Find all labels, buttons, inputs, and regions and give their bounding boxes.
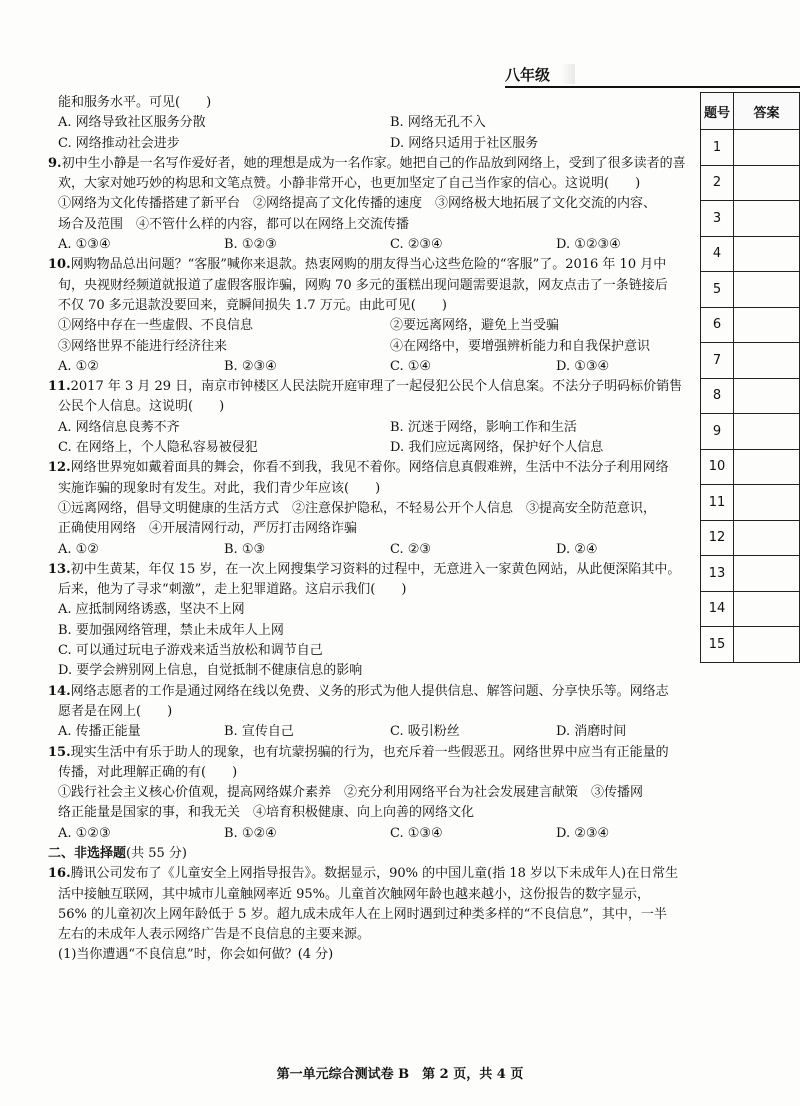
q12-number: 12. bbox=[48, 460, 71, 476]
answer-sheet-col-number: 题号 bbox=[701, 93, 734, 130]
q16-stem-line4: 左右的未成年人表示网络广告是不良信息的主要来源。 bbox=[58, 927, 371, 943]
answer-sheet-question-number: 4 bbox=[701, 236, 734, 272]
answer-sheet-answer-cell[interactable] bbox=[734, 165, 800, 201]
answer-sheet-row bbox=[701, 343, 800, 379]
q14-stem-line1 bbox=[48, 682, 698, 702]
answer-sheet-row bbox=[701, 165, 800, 201]
q9-options bbox=[58, 235, 698, 255]
q9-stem-line2: 欢，大家对她巧妙的构思和文笔点赞。小静非常开心，也更加坚定了自己当作家的信心。这说明( ) bbox=[58, 176, 641, 192]
answer-sheet-question-number: 3 bbox=[701, 201, 734, 237]
answer-sheet-answer-cell[interactable] bbox=[734, 485, 800, 521]
q14-number: 14. bbox=[48, 683, 71, 699]
answer-sheet-row bbox=[701, 130, 800, 166]
q12-options bbox=[58, 540, 698, 560]
q11-option-d: D. 我们应远离网络，保护好个人信息 bbox=[390, 440, 604, 456]
answer-sheet-answer-cell[interactable] bbox=[734, 130, 800, 166]
q15-option-c: C. ①③④ bbox=[390, 825, 443, 841]
q10-option-a: A. ①② bbox=[58, 358, 99, 374]
answer-sheet-answer-cell[interactable] bbox=[734, 378, 800, 414]
q12-stem-line1 bbox=[48, 458, 698, 478]
q13-option-c: C. 可以通过玩电子游戏来适当放松和调节自己 bbox=[58, 643, 323, 659]
q14-option-a: A. 传播正能量 bbox=[58, 724, 141, 740]
q13-option-a: A. 应抵制网络诱惑，坚决不上网 bbox=[58, 602, 245, 618]
q13-option-b: B. 要加强网络管理，禁止未成年人上网 bbox=[58, 622, 284, 638]
header-rule bbox=[505, 86, 800, 88]
q13-number: 13. bbox=[48, 561, 71, 577]
q10-statement-4: ④在网络中，要增强辨析能力和自我保护意识 bbox=[390, 338, 651, 354]
page-footer: 第一单元综合测试卷 B 第 2 页，共 4 页 bbox=[276, 1067, 524, 1082]
answer-sheet-row bbox=[701, 449, 800, 485]
answer-sheet-question-number: 9 bbox=[701, 414, 734, 450]
q10-number: 10. bbox=[48, 257, 71, 273]
q10-statement-3: ③网络世界不能进行经济往来 bbox=[58, 338, 228, 354]
q15-text: 现实生活中有乐于助人的现象，也有坑蒙拐骗的行为，也充斥着一些假恶丑。网络世界中应当有正能量的 bbox=[70, 744, 669, 760]
answer-sheet-row bbox=[701, 201, 800, 237]
q8-option-a: A. 网络导致社区服务分散 bbox=[58, 115, 206, 131]
q8-options-row2 bbox=[58, 134, 698, 154]
answer-sheet-row bbox=[701, 307, 800, 343]
q9-stem-line3: ①网络为文化传播搭建了新平台 ②网络提高了文化传播的速度 ③网络极大地拓展了文化交流的内容、 bbox=[58, 196, 657, 212]
q10-option-c: C. ①④ bbox=[390, 358, 432, 374]
q14-option-b: B. 宣传自己 bbox=[224, 724, 294, 740]
q16-number: 16. bbox=[48, 866, 71, 882]
answer-sheet-question-number: 10 bbox=[701, 449, 734, 485]
q8-option-c: C. 网络推动社会进步 bbox=[58, 135, 180, 151]
q15-option-a: A. ①②③ bbox=[58, 825, 111, 841]
q11-number: 11. bbox=[48, 379, 71, 395]
answer-sheet-question-number: 14 bbox=[701, 591, 734, 627]
answer-sheet-table bbox=[700, 92, 800, 663]
q10-text: 网购物品总出问题？“客服”喊你来退款。热衷网购的朋友得当心这些危险的“客服”了。2016 年 10 月中 bbox=[70, 257, 667, 273]
q16-stem-line3: 56% 的儿童初次上网年龄低于 5 岁。超九成未成年人在上网时遇到过种类多样的“不良信息”，其中，一半 bbox=[58, 906, 667, 922]
answer-sheet-answer-cell[interactable] bbox=[734, 520, 800, 556]
answer-sheet-col-answer: 答案 bbox=[734, 93, 800, 130]
q10-stem-line2: 旬，央视财经频道就报道了虚假客服诈骗，网购 70 多元的蛋糕出现问题需要退款，网友点击了一条链接后 bbox=[58, 277, 668, 293]
q11-options-row2 bbox=[58, 438, 698, 458]
q11-stem-line1 bbox=[48, 377, 698, 397]
q16-stem-line2: 活中接触互联网，其中城市儿童触网率近 95%。儿童首次触网年龄也越来越小，这份报告的数字显示， bbox=[58, 886, 651, 902]
q9-option-d: D. ①②③④ bbox=[556, 237, 621, 253]
q9-stem-line4: 场合及范围 ④不管什么样的内容，都可以在网络上交流传播 bbox=[58, 216, 410, 232]
q12-option-c: C. ②③ bbox=[390, 541, 432, 557]
answer-sheet-row bbox=[701, 627, 800, 663]
q13-stem-line2: 后来，他为了寻求“刺激”，走上犯罪道路。这启示我们( ) bbox=[58, 582, 407, 598]
q9-option-b: B. ①②③ bbox=[224, 237, 277, 253]
q12-option-a: A. ①② bbox=[58, 541, 99, 557]
q14-options bbox=[58, 722, 698, 742]
q11-option-a: A. 网络信息良莠不齐 bbox=[58, 419, 180, 435]
answer-sheet-row bbox=[701, 236, 800, 272]
q15-number: 15. bbox=[48, 744, 71, 760]
q10-option-b: B. ②③④ bbox=[224, 358, 277, 374]
q15-option-b: B. ①②④ bbox=[224, 825, 277, 841]
answer-sheet-question-number: 12 bbox=[701, 520, 734, 556]
q10-options bbox=[58, 357, 698, 377]
answer-sheet-answer-cell[interactable] bbox=[734, 591, 800, 627]
answer-sheet-row bbox=[701, 378, 800, 414]
q10-stem-line3: 不仅 70 多元退款没要回来，竟瞬间损失 1.7 万元。由此可见( ) bbox=[58, 297, 447, 313]
answer-sheet-row bbox=[701, 556, 800, 592]
q8-option-b: B. 网络无孔不入 bbox=[390, 115, 486, 131]
q16-stem-line1 bbox=[48, 864, 698, 884]
q11-stem-line2: 公民个人信息。这说明( ) bbox=[58, 399, 225, 415]
q10-statement-1: ①网络中存在一些虚假、不良信息 bbox=[58, 318, 254, 334]
q13-text: 初中生黄某，年仅 15 岁，在一次上网搜集学习资料的过程中，无意进入一家黄色网站，从此便深陷其中。 bbox=[70, 561, 681, 577]
answer-sheet-question-number: 5 bbox=[701, 272, 734, 308]
q9-option-c: C. ②③④ bbox=[390, 237, 443, 253]
section-2-title: 二、非选择题 bbox=[48, 845, 127, 861]
answer-sheet-answer-cell[interactable] bbox=[734, 343, 800, 379]
answer-sheet-answer-cell[interactable] bbox=[734, 236, 800, 272]
q9-text: 初中生小静是一名写作爱好者，她的理想是成为一名作家。她把自己的作品放到网络上，受到了很多读者的喜 bbox=[61, 155, 686, 171]
q10-stem-line1 bbox=[48, 255, 698, 275]
q14-text: 网络志愿者的工作是通过网络在线以免费、义务的形式为他人提供信息、解答问题、分享快乐等。网络志 bbox=[70, 683, 669, 699]
q14-option-c: C. 吸引粉丝 bbox=[390, 724, 460, 740]
q10-statements-row1 bbox=[58, 316, 698, 336]
answer-sheet-answer-cell[interactable] bbox=[734, 556, 800, 592]
answer-sheet-question-number: 1 bbox=[701, 130, 734, 166]
answer-sheet-question-number: 6 bbox=[701, 307, 734, 343]
answer-sheet-answer-cell[interactable] bbox=[734, 272, 800, 308]
answer-sheet-header-row bbox=[701, 93, 800, 130]
grade-label: 八年级 bbox=[505, 64, 575, 84]
q15-options bbox=[58, 824, 698, 844]
q13-stem-line1 bbox=[48, 560, 698, 580]
q12-stem-line2: 实施诈骗的现象时有发生。对此，我们青少年应该( ) bbox=[58, 480, 381, 496]
answer-sheet-answer-cell[interactable] bbox=[734, 414, 800, 450]
q10-statement-2: ②要远离网络，避免上当受骗 bbox=[390, 318, 560, 334]
answer-sheet-question-number: 11 bbox=[701, 485, 734, 521]
q14-stem-line2: 愿者是在网上( ) bbox=[58, 703, 173, 719]
q12-text: 网络世界宛如戴着面具的舞会，你看不到我，我见不着你。网络信息真假难辨，生活中不法分子利用网络 bbox=[70, 460, 669, 476]
answer-sheet-row bbox=[701, 520, 800, 556]
answer-sheet-question-number: 13 bbox=[701, 556, 734, 592]
section-2-heading bbox=[48, 844, 698, 864]
q9-option-a: A. ①③④ bbox=[58, 237, 111, 253]
q10-statements-row2 bbox=[58, 337, 698, 357]
answer-sheet-question-number: 15 bbox=[701, 627, 734, 663]
q16-sub-question-1: (1)当你遭遇“不良信息”时，你会如何做？(4 分) bbox=[58, 947, 334, 963]
q9-stem-line1 bbox=[48, 154, 698, 174]
q15-option-d: D. ②③④ bbox=[556, 825, 610, 841]
q12-stem-line4: 正确使用网络 ④开展清网行动，严厉打击网络诈骗 bbox=[58, 521, 358, 537]
q11-option-b: B. 沉迷于网络，影响工作和生活 bbox=[390, 419, 577, 435]
q11-text: 2017 年 3 月 29 日，南京市钟楼区人民法院开庭审理了一起侵犯公民个人信息案。不法分子明码标价销售 bbox=[70, 379, 683, 395]
q8-options-row1 bbox=[58, 113, 698, 133]
question-content bbox=[48, 93, 698, 966]
q13-option-d: D. 要学会辨别网上信息，自觉抵制不健康信息的影响 bbox=[58, 663, 363, 679]
q10-option-d: D. ①③④ bbox=[556, 358, 610, 374]
answer-sheet-answer-cell[interactable] bbox=[734, 307, 800, 343]
answer-sheet-answer-cell[interactable] bbox=[734, 627, 800, 663]
q15-stem-line1 bbox=[48, 743, 698, 763]
answer-sheet-question-number: 7 bbox=[701, 343, 734, 379]
q15-stem-line3: ①践行社会主义核心价值观，提高网络媒介素养 ②充分利用网络平台为社会发展建言献策 ③传播网 bbox=[58, 785, 644, 801]
answer-sheet-answer-cell[interactable] bbox=[734, 449, 800, 485]
q8-option-d: D. 网络只适用于社区服务 bbox=[390, 135, 539, 151]
answer-sheet-row bbox=[701, 485, 800, 521]
q11-options-row1 bbox=[58, 418, 698, 438]
answer-sheet-question-number: 2 bbox=[701, 165, 734, 201]
q15-stem-line2: 传播，对此理解正确的有( ) bbox=[58, 764, 238, 780]
q12-option-d: D. ②④ bbox=[556, 541, 598, 557]
q8-continuation: 能和服务水平。可见( ) bbox=[58, 95, 212, 110]
answer-sheet-row bbox=[701, 591, 800, 627]
answer-sheet-answer-cell[interactable] bbox=[734, 201, 800, 237]
q15-stem-line4: 络正能量是国家的事，和我无关 ④培育积极健康、向上向善的网络文化 bbox=[58, 805, 475, 821]
q14-option-d: D. 消磨时间 bbox=[556, 724, 627, 740]
q9-number: 9. bbox=[48, 155, 62, 171]
q12-stem-line3: ①远离网络，倡导文明健康的生活方式 ②注意保护隐私，不轻易公开个人信息 ③提高安全防范意识， bbox=[58, 500, 657, 516]
answer-sheet-row bbox=[701, 272, 800, 308]
answer-sheet-question-number: 8 bbox=[701, 378, 734, 414]
q16-text: 腾讯公司发布了《儿童安全上网指导报告》。数据显示，90% 的中国儿童(指 18 岁以下未成年人)在日常生 bbox=[70, 866, 679, 882]
answer-sheet-row bbox=[701, 414, 800, 450]
q11-option-c: C. 在网络上，个人隐私容易被侵犯 bbox=[58, 440, 258, 456]
q12-option-b: B. ①③ bbox=[224, 541, 266, 557]
section-2-score: (共 55 分) bbox=[126, 845, 187, 861]
